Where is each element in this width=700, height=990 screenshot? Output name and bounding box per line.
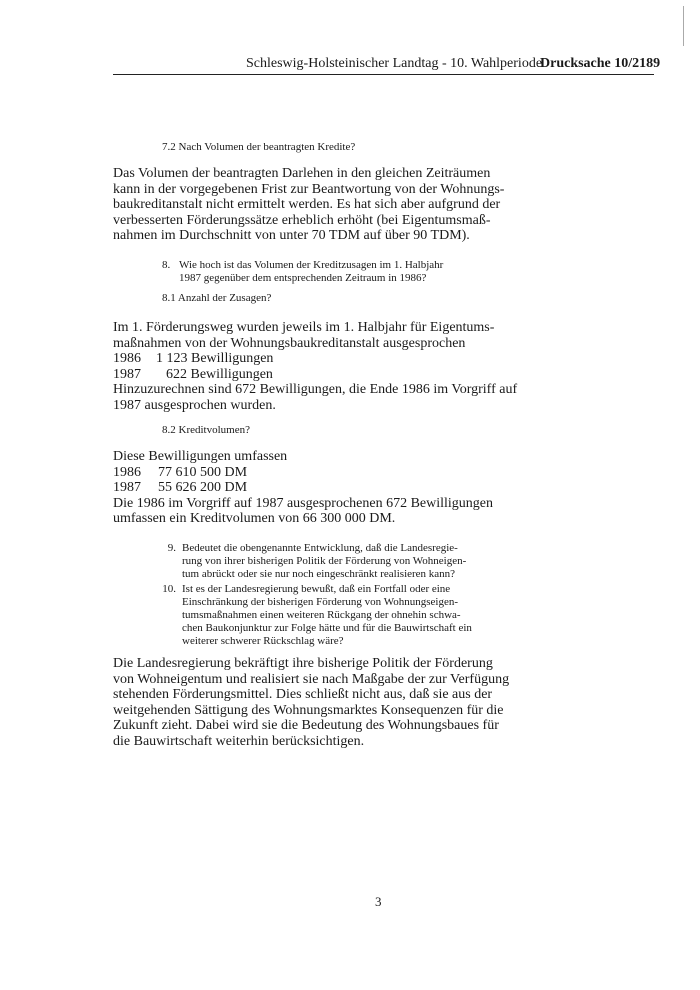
question-number: 10. xyxy=(162,583,176,595)
question-line: rung von ihrer bisherigen Politik der Förderung von Wohneigen- xyxy=(182,555,467,567)
table-row xyxy=(113,465,654,481)
answer-line: Das Volumen der beantragten Darlehen in den gleichen Zeiträumen xyxy=(113,166,491,181)
answer-8-2 xyxy=(113,449,654,527)
scan-edge-mark xyxy=(683,6,684,46)
value-cell: 1 123 Bewilligungen xyxy=(156,351,274,366)
question-number: 9. xyxy=(167,542,176,554)
running-header-title: Schleswig-Holsteinischer Landtag - 10. Wahlperiode xyxy=(246,56,543,71)
answer-line: kann in der vorgegebenen Frist zur Beantwortung von der Wohnungs- xyxy=(113,181,505,197)
question-number: 8. xyxy=(162,259,171,271)
answer-9-10 xyxy=(113,656,654,749)
answer-line: umfassen ein Kreditvolumen von 66 300 000 DM. xyxy=(113,511,396,526)
answer-line: stehenden Förderungsmittel. Dies schließt nicht aus, daß sie aus der xyxy=(113,687,493,702)
question-line: chen Baukonjunktur zur Folge hätte und für die Bauwirtschaft ein xyxy=(182,622,472,634)
answer-7-2 xyxy=(113,166,654,244)
answer-line: weitgehenden Sättigung des Wohnungsmarktes Konsequenzen für die xyxy=(113,702,504,718)
question-line: 1987 gegenüber dem entsprechenden Zeitraum in 1986? xyxy=(179,272,427,284)
question-8 xyxy=(162,259,444,285)
answer-line: maßnahmen von der Wohnungsbaukreditanstalt ausgesprochen xyxy=(113,335,466,351)
question-line: tumsmaßnahmen einen weiteren Rückgang der ohnehin schwa- xyxy=(182,609,461,621)
answer-8-1 xyxy=(113,320,654,413)
answer-line: von Wohneigentum und realisiert sie nach Maßgabe der zur Verfügung xyxy=(113,671,510,687)
answer-line: nahmen im Durchschnitt von unter 70 TDM auf über 90 TDM). xyxy=(113,228,470,243)
answer-line: Hinzuzurechnen sind 672 Bewilligungen, die Ende 1986 im Vorgriff auf xyxy=(113,382,518,397)
answer-line: die Bauwirtschaft weiterhin berücksichtigen. xyxy=(113,733,365,749)
answer-line: Im 1. Förderungsweg wurden jeweils im 1. Halbjahr für Eigentums- xyxy=(113,320,495,335)
table-row xyxy=(113,367,654,383)
value-cell: 77 610 500 DM xyxy=(158,464,248,480)
page-number: 3 xyxy=(375,894,382,909)
answer-line: baukreditanstalt nicht ermittelt werden. Es hat sich aber aufgrund der xyxy=(113,197,501,212)
question-8-2: 8.2 Kreditvolumen? xyxy=(162,424,250,436)
answer-line: verbesserten Förderungssätze erheblich erhöht (bei Eigentumsmaß- xyxy=(113,212,491,228)
year-cell: 1986 xyxy=(113,351,141,366)
question-line: weiterer schwerer Rückschlag wäre? xyxy=(182,635,344,647)
header-rule xyxy=(113,74,654,75)
question-line: Bedeutet die obengenannte Entwicklung, daß die Landesregie- xyxy=(182,542,458,554)
answer-line: Die Landesregierung bekräftigt ihre bisherige Politik der Förderung xyxy=(113,656,493,671)
table-row xyxy=(113,351,654,367)
value-cell: 55 626 200 DM xyxy=(158,480,248,495)
answer-line: Die 1986 im Vorgriff auf 1987 ausgesprochenen 672 Bewilligungen xyxy=(113,495,494,511)
answer-line: Diese Bewilligungen umfassen xyxy=(113,449,288,464)
question-10 xyxy=(153,583,475,648)
table-row xyxy=(113,480,654,496)
question-line: Wie hoch ist das Volumen der Kreditzusagen im 1. Halbjahr xyxy=(179,259,444,271)
year-cell: 1987 xyxy=(113,366,141,382)
answer-line: Zukunft zieht. Dabei wird sie die Bedeutung des Wohnungsbaues für xyxy=(113,718,499,733)
year-cell: 1986 xyxy=(113,464,141,480)
answer-line: 1987 ausgesprochen wurden. xyxy=(113,397,276,413)
question-line: Ist es der Landesregierung bewußt, daß ein Fortfall oder eine xyxy=(182,583,451,595)
question-line: tum abrückt oder sie nur noch eingeschränkt realisieren kann? xyxy=(182,568,456,580)
question-8-1: 8.1 Anzahl der Zusagen? xyxy=(162,292,272,304)
document-reference: Drucksache 10/2189 xyxy=(540,56,661,71)
question-9 xyxy=(153,542,475,581)
value-cell: 622 Bewilligungen xyxy=(166,366,273,382)
question-line: Einschränkung der bisherigen Förderung von Wohnungseigen- xyxy=(182,596,458,608)
question-7-2: 7.2 Nach Volumen der beantragten Kredite? xyxy=(162,141,356,153)
year-cell: 1987 xyxy=(113,480,141,495)
